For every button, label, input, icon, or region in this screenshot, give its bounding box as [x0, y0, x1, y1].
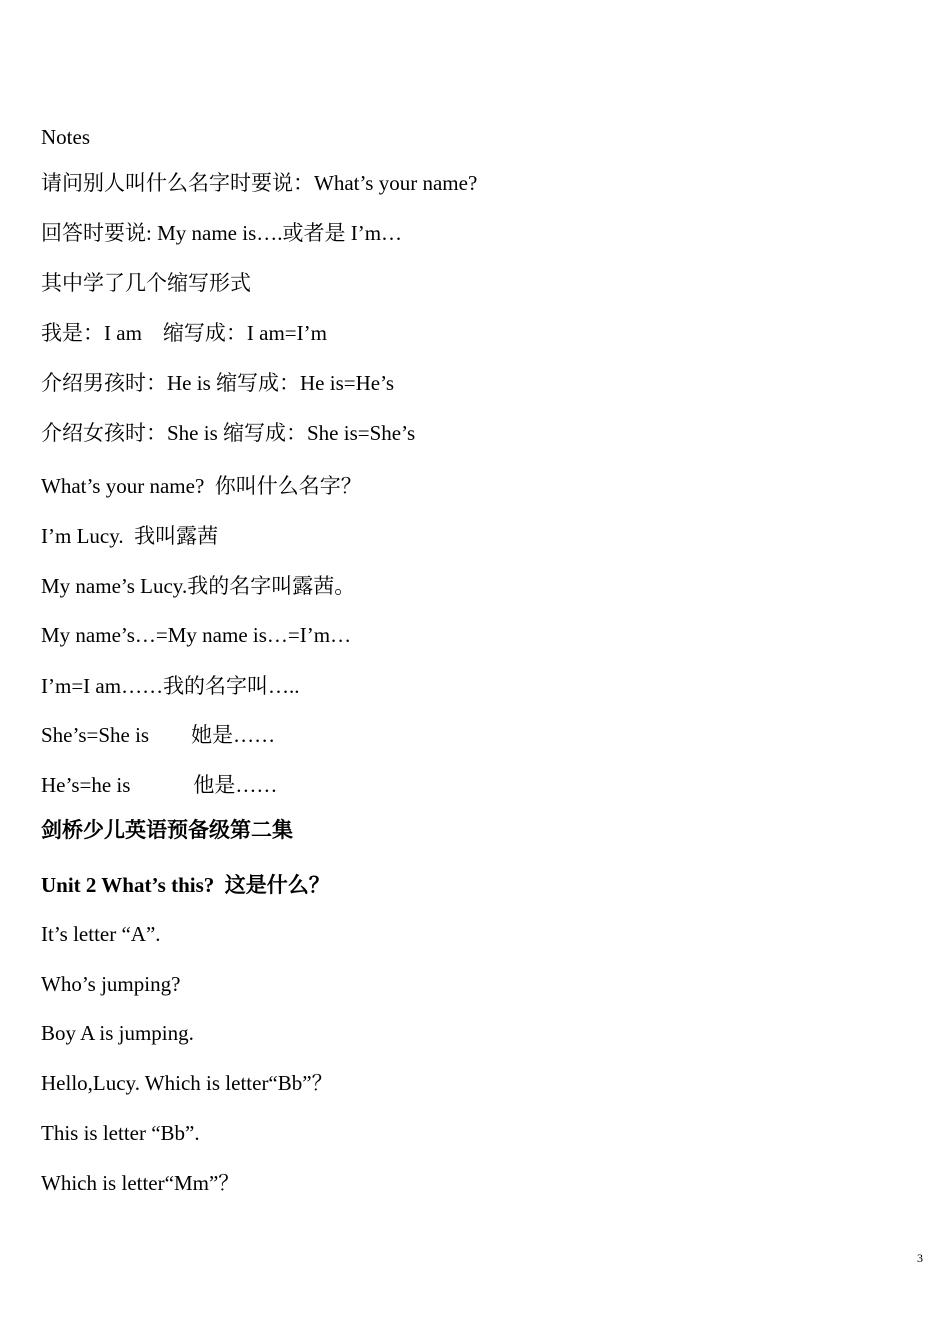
- page-number: 3: [917, 1251, 923, 1265]
- text-line: 请问别人叫什么名字时要说：What’s your name?: [41, 171, 478, 195]
- text-line: 我是：I am 缩写成：I am=I’m: [41, 321, 327, 345]
- text-line: It’s letter “A”.: [41, 922, 161, 946]
- section-title: 剑桥少儿英语预备级第二集: [41, 818, 293, 842]
- text-line: 其中学了几个缩写形式: [41, 271, 251, 295]
- text-line: He’s=he is 他是……: [41, 773, 278, 797]
- text-line: 介绍男孩时：He is 缩写成：He is=He’s: [41, 371, 395, 395]
- text-line: Who’s jumping?: [41, 972, 181, 996]
- text-line: Boy A is jumping.: [41, 1021, 194, 1045]
- text-line: 介绍女孩时：She is 缩写成：She is=She’s: [41, 421, 416, 445]
- text-line: She’s=She is 她是……: [41, 723, 276, 747]
- text-line: Which is letter“Mm”？: [41, 1171, 240, 1195]
- text-line: What’s your name? 你叫什么名字？: [41, 474, 362, 498]
- text-line: My name’s Lucy.我的名字叫露茜。: [41, 574, 356, 598]
- text-line: This is letter “Bb”.: [41, 1121, 200, 1145]
- text-line: Hello,Lucy. Which is letter“Bb”？: [41, 1071, 333, 1095]
- unit-title: Unit 2 What’s this? 这是什么？: [41, 873, 330, 897]
- text-line: 回答时要说: My name is….或者是 I’m…: [41, 221, 403, 245]
- text-line: I’m Lucy. 我叫露茜: [41, 524, 219, 548]
- notes-heading: Notes: [41, 125, 90, 149]
- text-line: I’m=I am……我的名字叫…..: [41, 674, 300, 698]
- text-line: My name’s…=My name is…=I’m…: [41, 623, 352, 647]
